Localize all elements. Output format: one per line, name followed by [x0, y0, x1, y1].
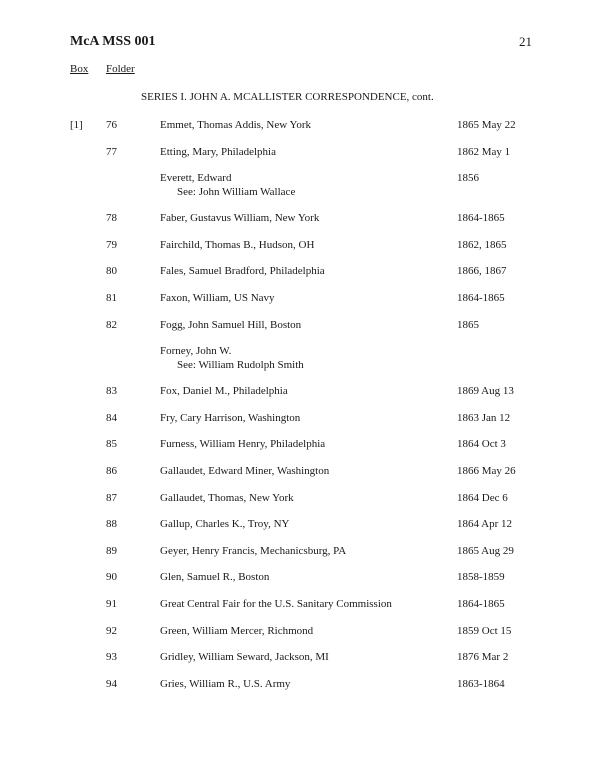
date-range: 1864-1865: [457, 291, 505, 304]
correspondent-name: Geyer, Henry Francis, Mechanicsburg, PA: [160, 544, 347, 557]
date-range: 1866, 1867: [457, 265, 507, 278]
correspondent-entry: [160, 145, 276, 159]
folder-row: [70, 544, 550, 571]
correspondent-name: Gries, William R., U.S. Army: [160, 677, 291, 690]
correspondent-name: Fogg, John Samuel Hill, Boston: [160, 318, 302, 331]
correspondent-name: Fairchild, Thomas B., Hudson, OH: [160, 238, 315, 251]
folder-number: 78: [106, 212, 117, 225]
correspondent-name: Etting, Mary, Philadelphia: [160, 145, 276, 158]
correspondent-name: Gallaudet, Edward Miner, Washington: [160, 464, 330, 477]
folder-number: 93: [106, 651, 117, 664]
correspondent-name: Forney, John W.: [160, 345, 232, 358]
folder-number: 76: [106, 119, 117, 131]
folder-row: [70, 437, 550, 464]
correspondent-name: Gridley, William Seward, Jackson, MI: [160, 651, 329, 664]
folder-number: 79: [106, 238, 117, 251]
folder-row: [70, 570, 550, 597]
correspondent-entry: [160, 437, 325, 451]
folder-row: [70, 238, 550, 265]
folder-number: 86: [106, 464, 117, 477]
date-range: 1865 Aug 29: [457, 544, 514, 557]
folder-row: [70, 145, 550, 172]
correspondent-entry: [160, 211, 319, 225]
date-range: 1869 Aug 13: [457, 385, 514, 398]
correspondent-entry: [160, 118, 311, 132]
date-range: 1864-1865: [457, 597, 505, 610]
see-reference: See: William Rudolph Smith: [177, 359, 304, 372]
folder-number: 91: [106, 597, 117, 610]
correspondent-name: Great Central Fair for the U.S. Sanitary Commission: [160, 597, 392, 610]
correspondent-entry: [160, 464, 329, 478]
correspondent-entry: [160, 517, 289, 531]
date-range: 1876 Mar 2: [457, 651, 509, 664]
folder-row: [70, 677, 550, 704]
folder-row: [70, 411, 550, 438]
correspondent-entry: [160, 264, 325, 278]
date-range: 1864 Oct 3: [457, 438, 506, 451]
folder-row: [70, 318, 550, 345]
folder-number: 80: [106, 265, 117, 278]
correspondent-name: Furness, William Henry, Philadelphia: [160, 438, 326, 451]
correspondent-name: Everett, Edward: [160, 172, 232, 185]
column-header-box: Box: [70, 63, 89, 75]
correspondent-name: Glen, Samuel R., Boston: [160, 571, 270, 584]
correspondent-name: Faber, Gustavus William, New York: [160, 212, 320, 225]
date-range: 1863 Jan 12: [457, 411, 511, 424]
date-range: 1858-1859: [457, 571, 505, 584]
box-number: [1]: [70, 119, 83, 131]
date-range: 1862 May 1: [457, 145, 511, 158]
folder-number: 92: [106, 624, 117, 637]
correspondent-entry: [160, 344, 304, 372]
folder-number: 77: [106, 145, 117, 158]
date-range: 1863-1864: [457, 677, 505, 690]
date-range: 1864-1865: [457, 212, 505, 225]
correspondent-name: Fry, Cary Harrison, Washington: [160, 411, 301, 424]
column-header-folder: Folder: [106, 63, 135, 75]
correspondent-entry: [160, 238, 314, 252]
folder-row: [70, 344, 550, 384]
folder-row: [70, 118, 550, 145]
folder-number: 89: [106, 544, 117, 557]
correspondent-name: Emmet, Thomas Addis, New York: [160, 119, 312, 131]
folder-row: [70, 624, 550, 651]
date-range: 1856: [457, 172, 479, 185]
folder-row: [70, 211, 550, 238]
see-reference: See: John William Wallace: [177, 186, 296, 199]
correspondent-entry: [160, 677, 290, 691]
folder-number: 87: [106, 491, 117, 504]
correspondent-entry: [160, 624, 313, 638]
folder-number: 83: [106, 385, 117, 398]
folder-row: [70, 517, 550, 544]
correspondent-name: Gallaudet, Thomas, New York: [160, 491, 294, 504]
folder-number: 82: [106, 318, 117, 331]
date-range: 1859 Oct 15: [457, 624, 512, 637]
correspondent-entry: [160, 650, 329, 664]
correspondent-entry: [160, 570, 269, 584]
collection-id: McA MSS 001: [70, 34, 156, 49]
folder-row: [70, 264, 550, 291]
date-range: 1866 May 26: [457, 464, 516, 477]
series-title: SERIES I. JOHN A. MCALLISTER CORRESPONDENCE, cont.: [141, 91, 434, 103]
folder-list: [70, 118, 550, 703]
folder-row: [70, 491, 550, 518]
folder-number: 81: [106, 291, 117, 304]
correspondent-entry: [160, 491, 294, 505]
correspondent-name: Gallup, Charles K., Troy, NY: [160, 518, 290, 531]
correspondent-entry: [160, 291, 275, 305]
correspondent-entry: [160, 411, 300, 425]
date-range: 1864 Apr 12: [457, 518, 512, 531]
page-number: 21: [519, 34, 532, 49]
date-range: 1865 May 22: [457, 119, 516, 131]
correspondent-name: Fox, Daniel M., Philadelphia: [160, 385, 288, 398]
correspondent-entry: [160, 544, 346, 558]
folder-row: [70, 384, 550, 411]
correspondent-name: Fales, Samuel Bradford, Philadelphia: [160, 265, 325, 278]
folder-number: 85: [106, 438, 117, 451]
correspondent-name: Faxon, William, US Navy: [160, 291, 275, 304]
date-range: 1865: [457, 318, 479, 331]
folder-row: [70, 171, 550, 211]
date-range: 1862, 1865: [457, 238, 507, 251]
folder-number: 88: [106, 518, 117, 531]
folder-row: [70, 291, 550, 318]
correspondent-entry: [160, 318, 301, 332]
correspondent-entry: [160, 171, 295, 199]
correspondent-entry: [160, 384, 288, 398]
folder-row: [70, 650, 550, 677]
correspondent-entry: [160, 597, 392, 611]
folder-number: 90: [106, 571, 117, 584]
folder-number: 84: [106, 411, 117, 424]
page-header: [70, 34, 532, 52]
folder-row: [70, 597, 550, 624]
correspondent-name: Green, William Mercer, Richmond: [160, 624, 314, 637]
folder-row: [70, 464, 550, 491]
date-range: 1864 Dec 6: [457, 491, 508, 504]
folder-number: 94: [106, 677, 117, 690]
